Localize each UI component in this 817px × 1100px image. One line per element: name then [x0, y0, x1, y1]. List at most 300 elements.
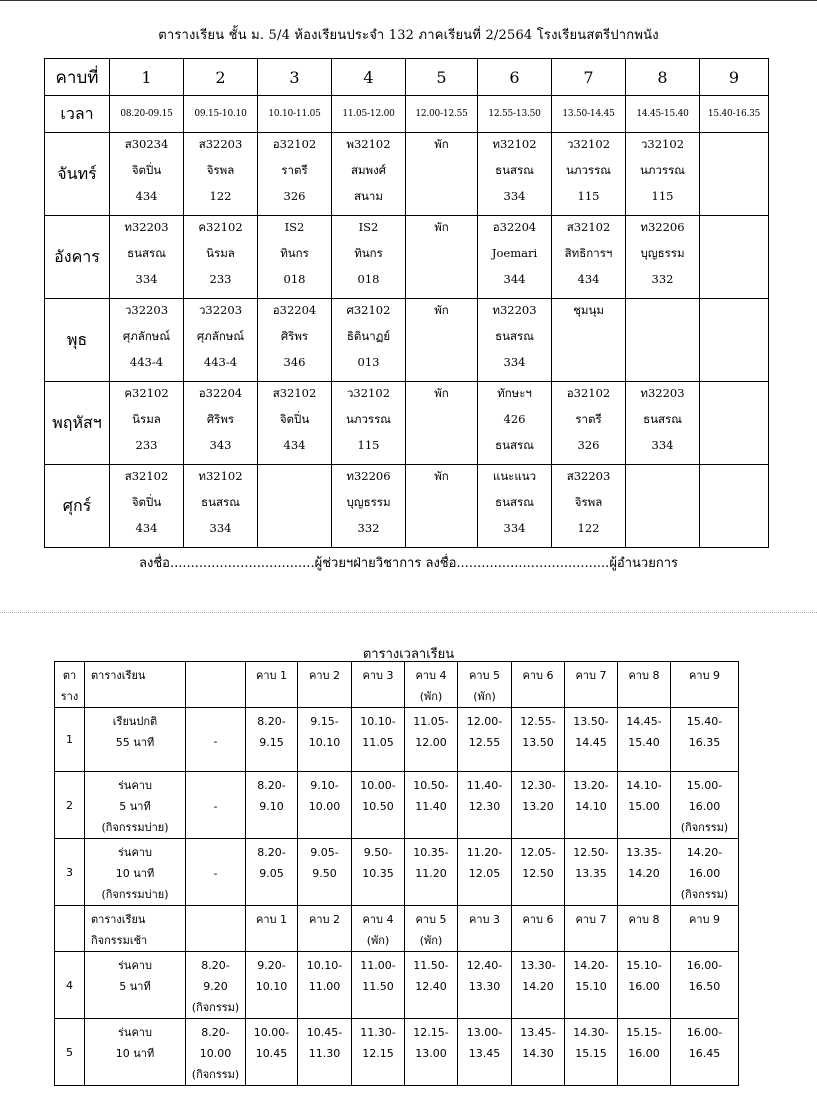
class-cell-line: 334 — [503, 355, 526, 369]
class-cell-line: 334 — [651, 438, 674, 452]
class-cell-line: 343 — [209, 438, 232, 452]
time-range: 10.00- 10.45 — [246, 1019, 298, 1086]
class-cell-lines — [406, 465, 477, 495]
class-cell-line: Joemari — [491, 246, 538, 260]
period-time: 11.05-12.00 — [332, 96, 406, 133]
class-cell-lines — [478, 299, 551, 381]
class-cell-line: อ32102 — [566, 386, 611, 400]
time-row — [45, 96, 769, 133]
class-cell-line: นภวรรณ — [566, 163, 611, 177]
class-cell-line: ศิริพร — [280, 329, 309, 343]
time-range: คาบ 2 — [298, 906, 352, 952]
class-cell-lines — [700, 133, 768, 137]
time-range: 8.20- 9.15 — [246, 708, 298, 772]
class-cell-line: 426 — [503, 412, 526, 426]
class-cell-line: IS2 — [284, 220, 305, 234]
class-cell — [258, 382, 332, 465]
class-cell-line: ส32203 — [198, 137, 243, 151]
class-cell-line: 115 — [357, 438, 380, 452]
time-range: 11.00- 11.50 — [352, 952, 405, 1019]
period-number: 6 — [478, 59, 552, 96]
class-cell-line: นภวรรณ — [640, 163, 685, 177]
class-cell-lines — [332, 465, 405, 547]
class-cell-line: จิตปิ่น — [131, 495, 162, 509]
class-cell-line: 334 — [503, 189, 526, 203]
time-range: คาบ 1 — [246, 662, 298, 708]
time-range: 12.50- 13.35 — [565, 839, 618, 906]
schedule-type: ร่นคาบ 5 นาที — [85, 952, 186, 1019]
class-cell-line: ว32102 — [346, 386, 391, 400]
class-cell-line: 115 — [577, 189, 600, 203]
class-cell-lines — [184, 382, 257, 464]
row-number: ตา ราง — [55, 662, 85, 708]
class-cell-line: 334 — [209, 521, 232, 535]
class-cell-lines — [110, 299, 183, 381]
class-cell-line: ท32206 — [346, 469, 391, 483]
class-cell — [258, 133, 332, 216]
class-cell-lines — [184, 465, 257, 547]
class-cell — [478, 299, 552, 382]
class-cell-lines — [332, 299, 405, 381]
class-cell — [184, 299, 258, 382]
signature-line: ลงชื่อ...................................ผู้ช่วยฯฝ่ายวิชาการ ลงชื่อ.....................................ผู้อำนวยการ — [139, 556, 678, 571]
class-cell — [552, 216, 626, 299]
time-range: 13.20- 14.10 — [565, 772, 618, 839]
time-range: คาบ 9 — [671, 662, 739, 708]
class-cell-line: IS2 — [358, 220, 379, 234]
class-cell-line: สิทธิการฯ — [564, 246, 613, 260]
period-number: 1 — [110, 59, 184, 96]
time-range: คาบ 4 (พัก) — [352, 906, 405, 952]
period-time: 12.00-12.55 — [406, 96, 478, 133]
row-number: 1 — [55, 708, 85, 772]
class-cell-line: อ32102 — [272, 137, 317, 151]
class-cell-lines — [258, 299, 331, 381]
row-number: 4 — [55, 952, 85, 1019]
class-cell — [700, 133, 769, 216]
class-cell — [552, 299, 626, 382]
times-data-row — [55, 839, 739, 906]
class-cell-line: 434 — [283, 438, 306, 452]
class-cell-line: 018 — [357, 272, 380, 286]
class-cell-line: พัก — [434, 137, 449, 151]
class-cell-line: 115 — [651, 189, 674, 203]
time-range: คาบ 6 — [512, 662, 565, 708]
time-range: 9.50- 10.35 — [352, 839, 405, 906]
time-range: 15.40- 16.35 — [671, 708, 739, 772]
class-cell-line: ส32102 — [124, 469, 169, 483]
class-cell — [552, 382, 626, 465]
time-range: 16.00- 16.45 — [671, 1019, 739, 1086]
class-cell-line: 233 — [135, 438, 158, 452]
class-cell — [258, 216, 332, 299]
time-range: 15.00- 16.00 (กิจกรรม) — [671, 772, 739, 839]
class-cell-line: ส32203 — [566, 469, 611, 483]
time-range: 12.40- 13.30 — [458, 952, 512, 1019]
class-cell-lines — [184, 299, 257, 381]
class-cell-line: ว32203 — [124, 303, 169, 317]
class-cell — [478, 465, 552, 548]
class-cell-line: จิตปิ่น — [279, 412, 310, 426]
class-cell-line: 332 — [357, 521, 380, 535]
day-name: ศุกร์ — [45, 465, 110, 548]
class-cell-lines — [258, 133, 331, 215]
class-cell-line: พ32102 — [346, 137, 391, 151]
class-cell — [332, 216, 406, 299]
class-cell-line: ธนสรณ — [495, 495, 534, 509]
time-range: 14.30- 15.15 — [565, 1019, 618, 1086]
class-cell-line: แนะแนว — [492, 469, 537, 483]
period-number: 4 — [332, 59, 406, 96]
class-cell-line: ศุภลักษณ์ — [196, 329, 245, 343]
class-cell-lines — [700, 216, 768, 220]
time-range: 12.30- 13.20 — [512, 772, 565, 839]
day-name: จันทร์ — [45, 133, 110, 216]
time-range: 10.45- 11.30 — [298, 1019, 352, 1086]
top-border-line — [0, 0, 817, 1]
class-cell-line: 326 — [577, 438, 600, 452]
class-cell — [406, 382, 478, 465]
time-range: - — [186, 839, 246, 906]
class-cell — [110, 133, 184, 216]
period-number: 9 — [700, 59, 769, 96]
period-time: 08.20-09.15 — [110, 96, 184, 133]
class-cell-lines — [406, 299, 477, 329]
time-range: 14.45- 15.40 — [618, 708, 671, 772]
page-break-divider — [0, 612, 817, 613]
class-cell-lines — [184, 133, 257, 215]
class-cell-line: บุญธรรม — [640, 246, 685, 260]
period-header-row — [45, 59, 769, 96]
class-cell — [700, 216, 769, 299]
class-cell — [110, 299, 184, 382]
class-cell-lines — [478, 465, 551, 547]
class-cell-lines — [258, 465, 331, 469]
time-range: คาบ 5 (พัก) — [405, 906, 458, 952]
class-cell-line: ท32203 — [640, 386, 685, 400]
time-range: คาบ 9 — [671, 906, 739, 952]
schedule-type: ร่นคาบ 10 นาที (กิจกรรมบ่าย) — [85, 839, 186, 906]
class-cell — [406, 465, 478, 548]
time-range: คาบ 6 — [512, 906, 565, 952]
period-time: 12.55-13.50 — [478, 96, 552, 133]
row-number: 3 — [55, 839, 85, 906]
class-cell-lines — [406, 382, 477, 412]
class-cell-line: ทักษะฯ — [497, 386, 532, 400]
time-range: 8.20- 9.20 (กิจกรรม) — [186, 952, 246, 1019]
class-cell-line: ว32102 — [566, 137, 611, 151]
time-range: 16.00- 16.50 — [671, 952, 739, 1019]
class-cell-line: 018 — [283, 272, 306, 286]
class-cell-lines — [700, 465, 768, 469]
class-cell-line: พัก — [434, 469, 449, 483]
class-cell-line: นภวรรณ — [346, 412, 391, 426]
time-range: 15.10- 16.00 — [618, 952, 671, 1019]
day-row — [45, 465, 769, 548]
class-cell-line: ธนสรณ — [495, 163, 534, 177]
class-cell-line: อ32204 — [492, 220, 537, 234]
class-cell-line: 334 — [503, 521, 526, 535]
class-cell-line: จิรพล — [574, 495, 603, 509]
class-cell — [332, 382, 406, 465]
time-range: 11.50- 12.40 — [405, 952, 458, 1019]
time-range: คาบ 7 — [565, 906, 618, 952]
period-number: 7 — [552, 59, 626, 96]
class-cell-lines — [110, 216, 183, 298]
row-number: 2 — [55, 772, 85, 839]
class-cell-line: อ32204 — [272, 303, 317, 317]
class-cell-line: ธิตินาฏย์ — [346, 329, 391, 343]
class-cell-lines — [332, 382, 405, 464]
class-cell-lines — [552, 299, 625, 329]
class-cell-line: 122 — [209, 189, 232, 203]
times-data-row — [55, 772, 739, 839]
period-time: 09.15-10.10 — [184, 96, 258, 133]
time-range: 13.50- 14.45 — [565, 708, 618, 772]
time-range: คาบ 7 — [565, 662, 618, 708]
class-cell-line: ส32102 — [272, 386, 317, 400]
class-cell-line: นิรมล — [206, 246, 235, 260]
time-range — [186, 662, 246, 708]
class-cell-line: ธนสรณ — [201, 495, 240, 509]
class-cell-lines — [110, 133, 183, 215]
time-range: 12.55- 13.50 — [512, 708, 565, 772]
class-cell — [626, 133, 700, 216]
day-name: อังคาร — [45, 216, 110, 299]
class-cell-line: อ32204 — [198, 386, 243, 400]
class-cell-line: ศุภลักษณ์ — [122, 329, 171, 343]
time-range: 8.20- 9.10 — [246, 772, 298, 839]
time-range: 15.15- 16.00 — [618, 1019, 671, 1086]
class-cell-line: 233 — [209, 272, 232, 286]
class-cell-lines — [552, 133, 625, 215]
schedule-type: เรียนปกติ 55 นาที — [85, 708, 186, 772]
class-cell-line: 013 — [357, 355, 380, 369]
time-range: 12.05- 12.50 — [512, 839, 565, 906]
class-cell — [184, 382, 258, 465]
class-cell — [552, 133, 626, 216]
class-cell — [258, 465, 332, 548]
class-cell — [700, 299, 769, 382]
class-cell — [110, 382, 184, 465]
class-cell — [406, 216, 478, 299]
class-cell-line: ส30234 — [124, 137, 169, 151]
class-cell — [258, 299, 332, 382]
time-range: 13.45- 14.30 — [512, 1019, 565, 1086]
class-cell-line: 334 — [135, 272, 158, 286]
class-cell-lines — [552, 216, 625, 298]
times-header-row — [55, 906, 739, 952]
times-header-row — [55, 662, 739, 708]
period-number: 5 — [406, 59, 478, 96]
class-cell-line: ท32203 — [492, 303, 537, 317]
class-cell — [110, 465, 184, 548]
class-cell-lines — [478, 382, 551, 464]
class-cell-line: ท32203 — [124, 220, 169, 234]
class-cell-lines — [258, 382, 331, 464]
period-label: คาบที่ — [45, 59, 110, 96]
time-range: 11.20- 12.05 — [458, 839, 512, 906]
class-cell-line: 443-4 — [203, 355, 238, 369]
class-cell — [478, 133, 552, 216]
class-cell-line: ศ32102 — [346, 303, 391, 317]
class-cell-line: ชุมนุม — [573, 303, 604, 317]
day-name: พฤหัสฯ — [45, 382, 110, 465]
time-range: 11.05- 12.00 — [405, 708, 458, 772]
time-range: 10.00- 10.50 — [352, 772, 405, 839]
class-cell-lines — [552, 382, 625, 464]
class-cell-line: ท32102 — [492, 137, 537, 151]
class-cell — [332, 465, 406, 548]
class-cell-line: 344 — [503, 272, 526, 286]
time-range: 14.20- 16.00 (กิจกรรม) — [671, 839, 739, 906]
class-cell-line: จิตปิ่น — [131, 163, 162, 177]
class-schedule-table — [44, 58, 769, 548]
times-data-row — [55, 1019, 739, 1086]
class-cell-lines — [626, 216, 699, 298]
class-cell-lines — [406, 133, 477, 163]
class-cell-line: 346 — [283, 355, 306, 369]
class-cell-line: 434 — [135, 521, 158, 535]
class-cell-lines — [258, 216, 331, 298]
time-label: เวลา — [45, 96, 110, 133]
class-cell-line: ท32206 — [640, 220, 685, 234]
time-range: - — [186, 772, 246, 839]
class-cell-lines — [478, 216, 551, 298]
class-cell-line: 434 — [135, 189, 158, 203]
class-cell-lines — [552, 465, 625, 547]
class-cell — [478, 216, 552, 299]
class-cell-line: 434 — [577, 272, 600, 286]
time-range: 10.10- 11.05 — [352, 708, 405, 772]
class-cell-lines — [626, 133, 699, 215]
row-number: 5 — [55, 1019, 85, 1086]
period-number: 8 — [626, 59, 700, 96]
time-range: คาบ 8 — [618, 906, 671, 952]
period-number: 2 — [184, 59, 258, 96]
class-cell — [478, 382, 552, 465]
class-cell — [184, 465, 258, 548]
class-cell — [110, 216, 184, 299]
class-cell-lines — [700, 299, 768, 303]
class-cell — [700, 382, 769, 465]
class-cell-line: 443-4 — [129, 355, 164, 369]
day-row — [45, 299, 769, 382]
period-times-table — [54, 661, 739, 1086]
time-range: 12.00- 12.55 — [458, 708, 512, 772]
schedule-type: ตารางเรียน กิจกรรมเช้า — [85, 906, 186, 952]
class-cell-lines — [626, 299, 699, 303]
class-cell-lines — [110, 382, 183, 464]
class-cell-line: 122 — [577, 521, 600, 535]
class-cell-line: ธนสรณ — [127, 246, 166, 260]
class-cell-line: นิรมล — [132, 412, 161, 426]
time-range: 9.05- 9.50 — [298, 839, 352, 906]
schedule-title: ตารางเรียน ชั้น ม. 5/4 ห้องเรียนประจำ 132 ภาคเรียนที่ 2/2564 โรงเรียนสตรีปากพนัง — [158, 28, 659, 43]
time-range: 10.10- 11.00 — [298, 952, 352, 1019]
class-cell-line: ส32102 — [566, 220, 611, 234]
class-cell-line: สมพงศ์ — [350, 163, 387, 177]
class-cell — [332, 133, 406, 216]
time-range: คาบ 3 — [458, 906, 512, 952]
class-cell-line: 332 — [651, 272, 674, 286]
class-cell-line: ว32102 — [640, 137, 685, 151]
class-cell — [184, 133, 258, 216]
class-cell-line: ศิริพร — [206, 412, 235, 426]
day-row — [45, 216, 769, 299]
period-time: 14.45-15.40 — [626, 96, 700, 133]
class-cell-lines — [332, 216, 405, 298]
class-cell-line: ท32102 — [198, 469, 243, 483]
time-range: คาบ 8 — [618, 662, 671, 708]
class-cell-line: พัก — [434, 303, 449, 317]
class-cell — [626, 382, 700, 465]
class-cell-line: ค32102 — [198, 220, 243, 234]
class-cell — [406, 299, 478, 382]
class-cell-lines — [626, 382, 699, 464]
schedule-type: ตารางเรียน — [85, 662, 186, 708]
class-cell — [626, 216, 700, 299]
time-range: 11.30- 12.15 — [352, 1019, 405, 1086]
class-cell-line: ธนสรณ — [643, 412, 682, 426]
time-range: - — [186, 708, 246, 772]
row-number — [55, 906, 85, 952]
time-range: 12.15- 13.00 — [405, 1019, 458, 1086]
class-cell-line: 326 — [283, 189, 306, 203]
time-range: 9.15- 10.10 — [298, 708, 352, 772]
class-cell — [184, 216, 258, 299]
class-cell — [700, 465, 769, 548]
time-range: 11.40- 12.30 — [458, 772, 512, 839]
class-cell-line: ว32203 — [198, 303, 243, 317]
class-cell — [332, 299, 406, 382]
class-cell-line: พัก — [434, 220, 449, 234]
period-number: 3 — [258, 59, 332, 96]
class-cell-line: ธนสรณ — [495, 438, 534, 452]
class-cell-lines — [406, 216, 477, 246]
day-row — [45, 382, 769, 465]
time-range: 13.35- 14.20 — [618, 839, 671, 906]
class-cell-line: ค32102 — [124, 386, 169, 400]
time-range: คาบ 5 (พัก) — [458, 662, 512, 708]
class-cell — [626, 465, 700, 548]
class-cell-line: ทินกร — [354, 246, 383, 260]
time-range: คาบ 3 — [352, 662, 405, 708]
class-cell-lines — [332, 133, 405, 215]
time-range: 9.10- 10.00 — [298, 772, 352, 839]
times-data-row — [55, 952, 739, 1019]
day-name: พุธ — [45, 299, 110, 382]
class-cell-line: บุญธรรม — [346, 495, 391, 509]
class-cell-line: พัก — [434, 386, 449, 400]
period-time: 10.10-11.05 — [258, 96, 332, 133]
times-data-row — [55, 708, 739, 772]
time-range: 14.20- 15.10 — [565, 952, 618, 1019]
time-range: 8.20- 10.00 (กิจกรรม) — [186, 1019, 246, 1086]
time-range: 9.20- 10.10 — [246, 952, 298, 1019]
class-cell-lines — [700, 382, 768, 386]
time-range: 8.20- 9.05 — [246, 839, 298, 906]
time-range: คาบ 2 — [298, 662, 352, 708]
class-cell — [406, 133, 478, 216]
day-row — [45, 133, 769, 216]
time-range: 13.30- 14.20 — [512, 952, 565, 1019]
class-cell-line: จิรพล — [206, 163, 235, 177]
class-cell-lines — [110, 465, 183, 547]
time-range: คาบ 1 — [246, 906, 298, 952]
class-cell-lines — [626, 465, 699, 469]
class-cell-line: ธนสรณ — [495, 329, 534, 343]
